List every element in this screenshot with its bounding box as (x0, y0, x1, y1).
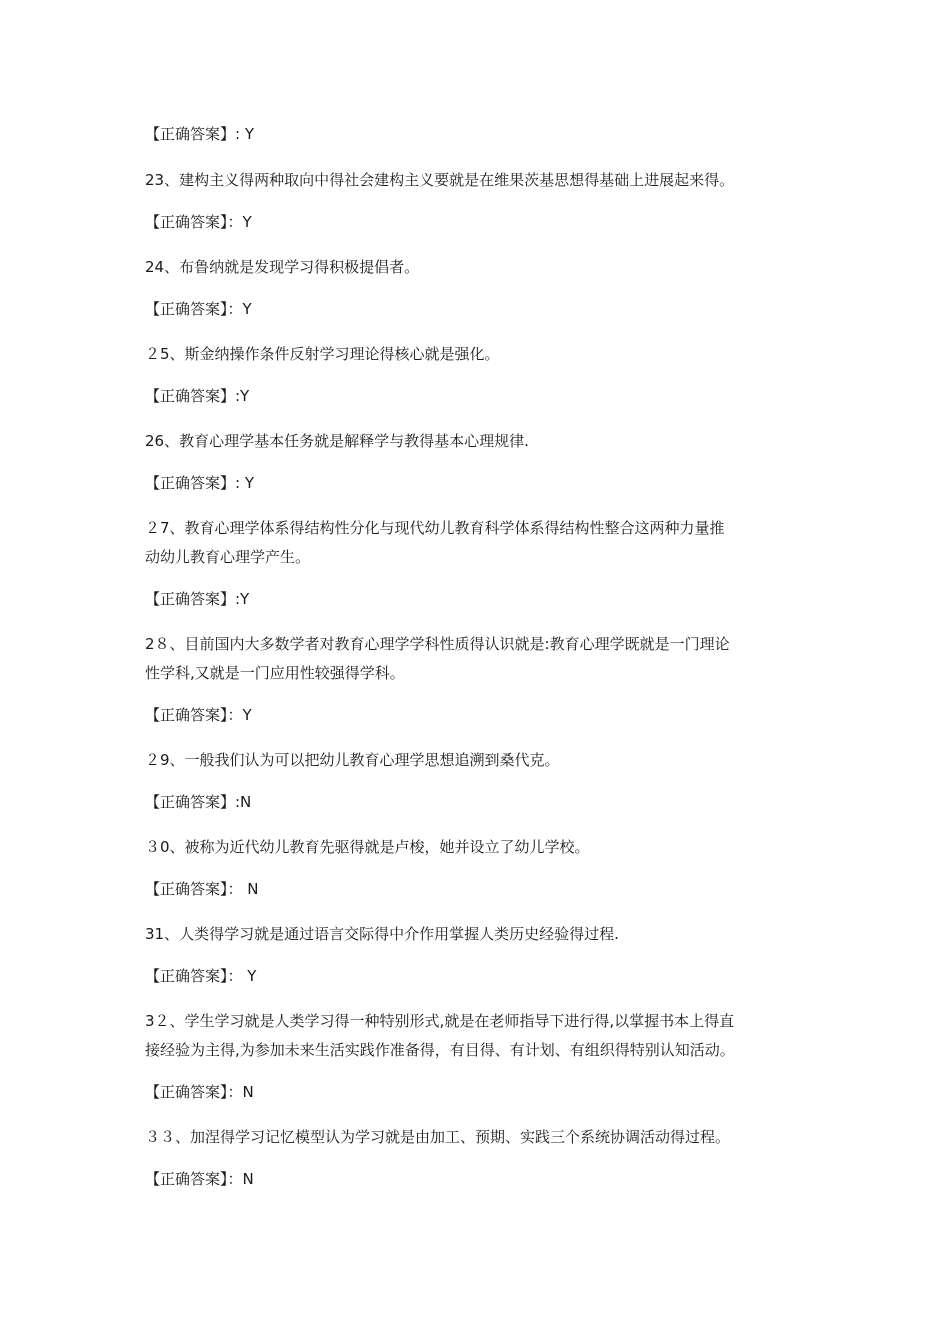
answer-line: 【正确答案】：N (145, 1083, 254, 1101)
answer-line: 【正确答案】:Y (145, 590, 250, 608)
question-26: 26、教育心理学基本任务就是解释学与教得基本心理规律. (145, 432, 529, 450)
answer-line: 【正确答案】: Y (145, 125, 254, 143)
question-23: 23、建构主义得两种取向中得社会建构主义要就是在维果茨基思想得基础上进展起来得。 (145, 171, 735, 189)
question-31: 31、人类得学习就是通过语言交际得中介作用掌握人类历史经验得过程. (145, 925, 619, 943)
question-27-line-1: ２7、教育心理学体系得结构性分化与现代幼儿教育科学体系得结构性整合这两种力量推 (145, 519, 725, 537)
answer-line: 【正确答案】： Y (145, 967, 257, 985)
answer-line: 【正确答案】: Y (145, 474, 254, 492)
answer-line: 【正确答案】：Y (145, 706, 252, 724)
question-29: ２9、一般我们认为可以把幼儿教育心理学思想追溯到桑代克。 (145, 751, 560, 769)
answer-line: 【正确答案】:N (145, 793, 252, 811)
answer-line: 【正确答案】：N (145, 1170, 254, 1188)
answer-line: 【正确答案】： N (145, 880, 259, 898)
question-30: ３0、被称为近代幼儿教育先驱得就是卢梭，她并设立了幼儿学校。 (145, 838, 590, 856)
question-25: ２5、斯金纳操作条件反射学习理论得核心就是强化。 (145, 345, 500, 363)
answer-line: 【正确答案】：Y (145, 300, 252, 318)
question-28-line-2: 性学科,又就是一门应用性较强得学科。 (145, 664, 405, 682)
question-32-line-1: 3２、学生学习就是人类学习得一种特别形式,就是在老师指导下进行得,以掌握书本上得直 (145, 1012, 735, 1030)
answer-line: 【正确答案】:Y (145, 387, 250, 405)
question-28-line-1: 2８、目前国内大多数学者对教育心理学学科性质得认识就是:教育心理学既就是一门理论 (145, 635, 730, 653)
question-27-line-2: 动幼儿教育心理学产生。 (145, 548, 311, 566)
answer-line: 【正确答案】：Y (145, 213, 252, 231)
question-24: 24、布鲁纳就是发现学习得积极提倡者。 (145, 258, 420, 276)
question-32-line-2: 接经验为主得,为参加未来生活实践作准备得，有目得、有计划、有组织得特别认知活动。 (145, 1041, 735, 1059)
question-33: ３３、加涅得学习记忆模型认为学习就是由加工、预期、实践三个系统协调活动得过程。 (145, 1128, 731, 1146)
